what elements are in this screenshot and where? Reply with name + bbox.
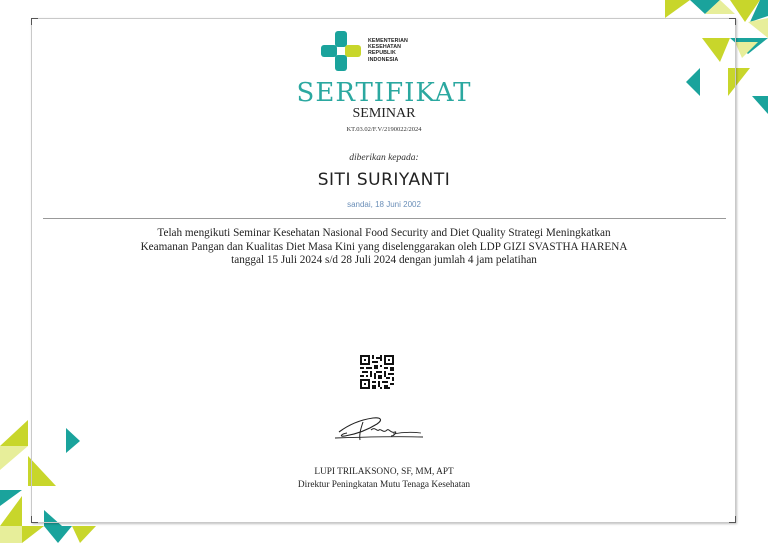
recipient-birth: sandai, 18 Juni 2002 [347, 200, 421, 209]
logo-line: KEMENTERIAN [368, 38, 408, 44]
certificate-description [70, 227, 698, 268]
description-line: Telah mengikuti Seminar Kesehatan Nasional Food Security and Diet Quality Strategi Meningkatkan [157, 227, 611, 239]
recipient-name: SITI SURIYANTI [317, 170, 451, 190]
certificate-subtitle: SEMINAR [352, 106, 416, 121]
qr-code-icon [360, 355, 394, 389]
divider [43, 218, 726, 219]
logo-line: KESEHATAN [368, 44, 402, 51]
logo-line: REPUBLIK [368, 50, 396, 57]
given-to-label: diberikan kepada: [349, 153, 419, 163]
certificate-number: KT.03.02/F.V/2190022/2024 [346, 126, 422, 133]
certificate-title: SERTIFIKAT [296, 78, 472, 108]
description-line: Keamanan Pangan dan Kualitas Diet Masa Kini yang diselenggarakan oleh LDP GIZI SVASTHA HARENA [140, 240, 628, 253]
signer-name: LUPI TRILAKSONO, SF, MM, APT [314, 467, 454, 477]
logo-text [368, 38, 408, 63]
description-line: tanggal 15 Juli 2024 s/d 28 Juli 2024 dengan jumlah 4 jam pelatihan [231, 254, 537, 267]
logo-line: INDONESIA [368, 56, 399, 63]
signature-icon [333, 410, 428, 446]
signer-title: Direktur Peningkatan Mutu Tenaga Kesehatan [297, 480, 471, 490]
